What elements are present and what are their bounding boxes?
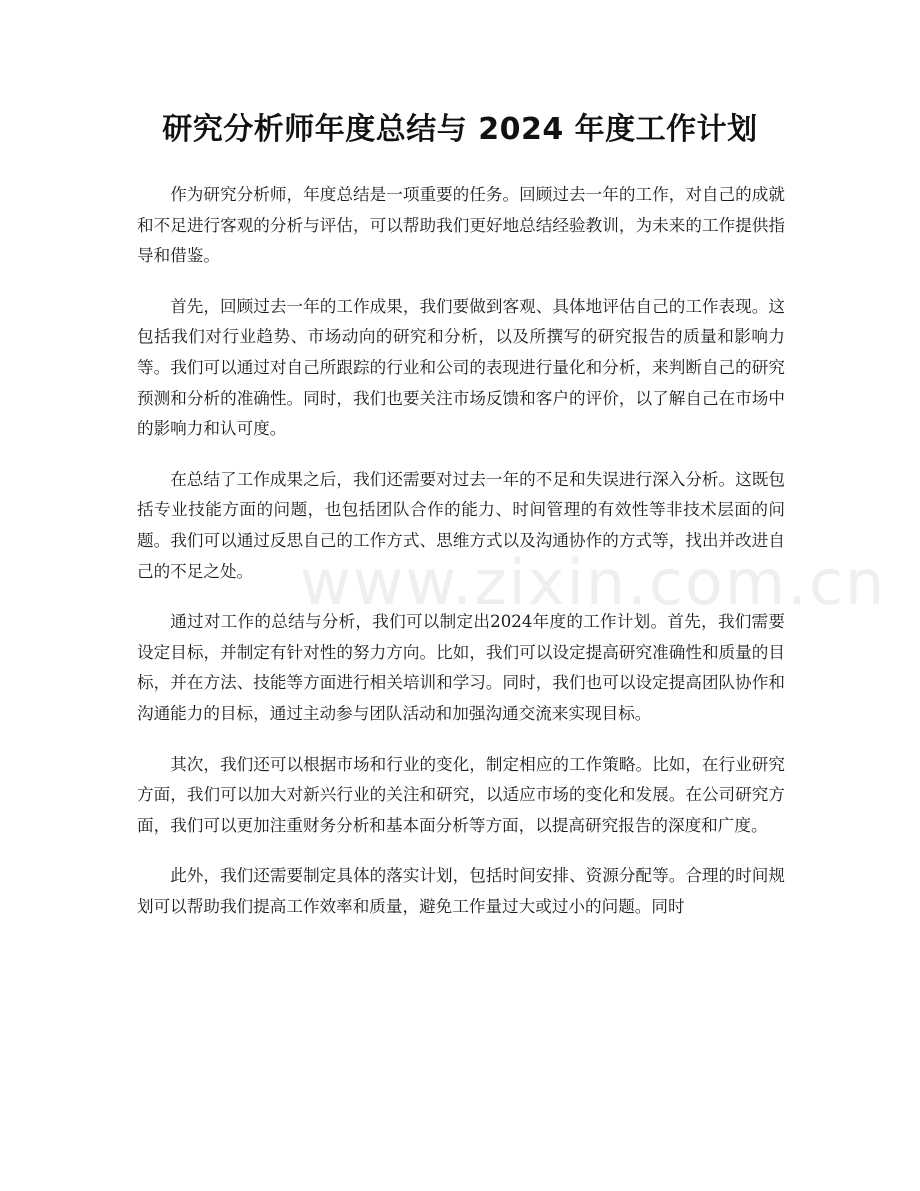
paragraph-2: 首先，回顾过去一年的工作成果，我们要做到客观、具体地评估自己的工作表现。这包括我们对行业趋势、市场动向的研究和分析，以及所撰写的研究报告的质量和影响力等。我们可以通过对自己所跟踪的行业和公司的表现进行量化和分析，来判断自己的研究预测和分析的准确性。同时，我们也要关注市场反馈和客户的评价，以了解自己在市场中的影响力和认可度。 [137, 296, 785, 439]
document-body [137, 180, 785, 942]
paragraph-4: 通过对工作的总结与分析，我们可以制定出2024年度的工作计划。首先，我们需要设定目标，并制定有针对性的努力方向。比如，我们可以设定提高研究准确性和质量的目标，并在方法、技能等方面进行相关培训和学习。同时，我们也可以设定提高团队协作和沟通能力的目标，通过主动参与团队活动和加强沟通交流来实现目标。 [137, 612, 785, 723]
document-title: 研究分析师年度总结与 2024 年度工作计划 [162, 112, 758, 147]
paragraph-6: 此外，我们还需要制定具体的落实计划，包括时间安排、资源分配等。合理的时间规划可以帮助我们提高工作效率和质量，避免工作量过大或过小的问题。同时 [137, 866, 785, 916]
paragraph-3: 在总结了工作成果之后，我们还需要对过去一年的不足和失误进行深入分析。这既包括专业技能方面的问题，也包括团队合作的能力、时间管理的有效性等非技术层面的问题。我们可以通过反思自己的工作方式、思维方式以及沟通协作的方式等，找出并改进自己的不足之处。 [137, 469, 785, 581]
paragraph-5: 其次，我们还可以根据市场和行业的变化，制定相应的工作策略。比如，在行业研究方面，我们可以加大对新兴行业的关注和研究，以适应市场的变化和发展。在公司研究方面，我们可以更加注重财务分析和基本面分析等方面，以提高研究报告的深度和广度。 [137, 754, 785, 835]
watermark-text: www.zixin.com.cn [300, 546, 887, 619]
paragraph-1: 作为研究分析师，年度总结是一项重要的任务。回顾过去一年的工作，对自己的成就和不足进行客观的分析与评估，可以帮助我们更好地总结经验教训，为未来的工作提供指导和借鉴。 [137, 185, 785, 266]
